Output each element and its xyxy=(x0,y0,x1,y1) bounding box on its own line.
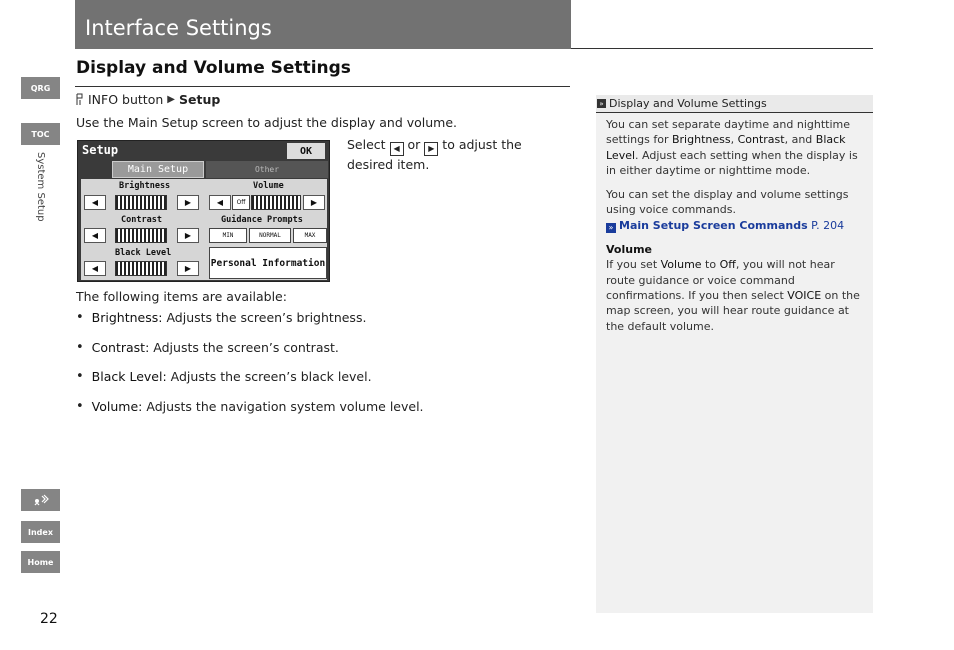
contrast-right-arrow-icon: ▶ xyxy=(177,228,199,243)
setup-brightness-label: Brightness xyxy=(119,181,171,191)
setup-tab-other: Other xyxy=(206,161,328,178)
voice-command-icon-glyph xyxy=(32,493,50,507)
setup-guidance-prompts-label: Guidance Prompts xyxy=(221,215,303,225)
item-term: Brightness: xyxy=(91,310,163,325)
right-arrow-key-icon: ▶ xyxy=(424,142,438,156)
note-text: You can set the display and volume settings using voice commands. xyxy=(606,188,849,217)
breadcrumb-end: Setup xyxy=(178,92,221,107)
item-desc: Adjusts the navigation system volume level. xyxy=(146,398,424,414)
select-before: Select xyxy=(347,137,386,152)
volume-left-arrow-icon: ◀ xyxy=(209,195,231,210)
personal-information-button: Personal Information xyxy=(209,247,327,279)
select-or: or xyxy=(407,137,421,152)
contrast-left-arrow-icon: ◀ xyxy=(84,228,106,243)
list-item xyxy=(76,399,566,414)
select-after: to adjust the desired item. xyxy=(347,137,522,172)
bullet-icon: • xyxy=(76,398,84,414)
note-text: If you set xyxy=(606,258,661,272)
guidance-max-button: MAX xyxy=(293,228,327,243)
brightness-bar xyxy=(115,195,167,210)
select-instruction xyxy=(347,136,569,173)
setup-contrast-label: Contrast xyxy=(121,215,162,225)
volume-off-indicator: Off xyxy=(232,195,250,210)
setup-ok-button: OK xyxy=(287,143,325,159)
volume-bar xyxy=(251,195,301,210)
setup-screen-image xyxy=(77,140,330,282)
note-subheading: Volume xyxy=(606,243,652,257)
header-rule xyxy=(571,48,873,49)
section-side-label: System Setup xyxy=(35,152,46,222)
breadcrumb-start: INFO button xyxy=(88,92,164,107)
items-intro: The following items are available: xyxy=(76,289,287,304)
intro-text: Use the Main Setup screen to adjust the display and volume. xyxy=(76,115,458,130)
note-text: on the map screen, you will hear route guidance at the default volume. xyxy=(606,288,860,333)
breadcrumb xyxy=(76,92,220,107)
index-tab[interactable]: Index xyxy=(21,521,60,543)
note-paragraph-3 xyxy=(606,257,863,333)
item-desc: Adjusts the screen’s contrast. xyxy=(153,339,339,355)
info-button-icon xyxy=(76,93,84,106)
note-text: , and xyxy=(784,133,816,147)
black-level-right-arrow-icon: ▶ xyxy=(177,261,199,276)
note-panel xyxy=(596,95,873,613)
note-text: You can set separate daytime and nighttime settings for xyxy=(606,118,851,147)
brightness-left-arrow-icon: ◀ xyxy=(84,195,106,210)
section-title: Display and Volume Settings xyxy=(76,58,351,78)
qrg-tab[interactable]: QRG xyxy=(21,77,60,99)
left-arrow-key-icon: ◀ xyxy=(390,142,404,156)
main-setup-commands-link[interactable]: Main Setup Screen Commands xyxy=(619,218,808,232)
volume-right-arrow-icon: ▶ xyxy=(303,195,325,210)
note-term: Off xyxy=(719,258,736,272)
contrast-bar xyxy=(115,228,167,243)
note-marker-icon: » xyxy=(597,99,606,108)
setup-screen-title: Setup xyxy=(82,143,119,157)
note-term: Volume xyxy=(660,258,702,272)
note-text: , you will not hear route guidance or voice command confirmations. If you then select xyxy=(606,258,835,302)
note-paragraph-2 xyxy=(606,187,863,233)
setup-panel xyxy=(81,179,327,280)
note-text: to xyxy=(701,258,720,272)
note-term: VOICE xyxy=(787,288,822,302)
black-level-bar xyxy=(115,261,167,276)
item-term: Contrast: xyxy=(91,339,150,355)
note-heading xyxy=(596,95,873,113)
home-tab[interactable]: Home xyxy=(21,551,60,573)
guidance-normal-button: NORMAL xyxy=(249,228,291,243)
item-term: Black Level: xyxy=(91,369,167,384)
page-title: Interface Settings xyxy=(85,16,272,40)
note-term: Brightness xyxy=(671,133,731,147)
brightness-right-arrow-icon: ▶ xyxy=(177,195,199,210)
link-arrow-icon[interactable]: » xyxy=(606,223,616,233)
note-heading-text: Display and Volume Settings xyxy=(609,97,767,110)
list-item xyxy=(76,340,566,355)
section-rule xyxy=(75,86,570,87)
bullet-icon: • xyxy=(76,310,84,325)
item-desc: Adjusts the screen’s black level. xyxy=(170,369,372,384)
breadcrumb-arrow-icon: ▶ xyxy=(167,94,175,105)
header-bar xyxy=(75,0,571,49)
toc-tab[interactable]: TOC xyxy=(21,123,60,145)
note-text: . Adjust each setting when the display is in either daytime or nighttime mode. xyxy=(606,148,858,177)
items-list xyxy=(76,310,566,428)
setup-tab-main: Main Setup xyxy=(112,161,204,178)
bullet-icon: • xyxy=(76,339,84,355)
note-body xyxy=(606,117,863,343)
black-level-left-arrow-icon: ◀ xyxy=(84,261,106,276)
item-desc: Adjusts the screen’s brightness. xyxy=(166,310,367,325)
list-item xyxy=(76,310,566,325)
note-term: Contrast xyxy=(737,133,785,147)
voice-command-icon[interactable] xyxy=(21,489,60,511)
note-paragraph-1 xyxy=(606,117,863,178)
list-item xyxy=(76,369,566,384)
item-term: Volume: xyxy=(91,398,143,414)
note-term: Black Level xyxy=(606,133,846,162)
page-number: 22 xyxy=(40,611,58,627)
guidance-min-button: MIN xyxy=(209,228,247,243)
link-page-ref[interactable]: P. 204 xyxy=(811,218,845,232)
setup-black-level-label: Black Level xyxy=(115,248,172,258)
note-text: , xyxy=(730,133,738,147)
bullet-icon: • xyxy=(76,369,84,384)
setup-volume-label: Volume xyxy=(253,181,284,191)
